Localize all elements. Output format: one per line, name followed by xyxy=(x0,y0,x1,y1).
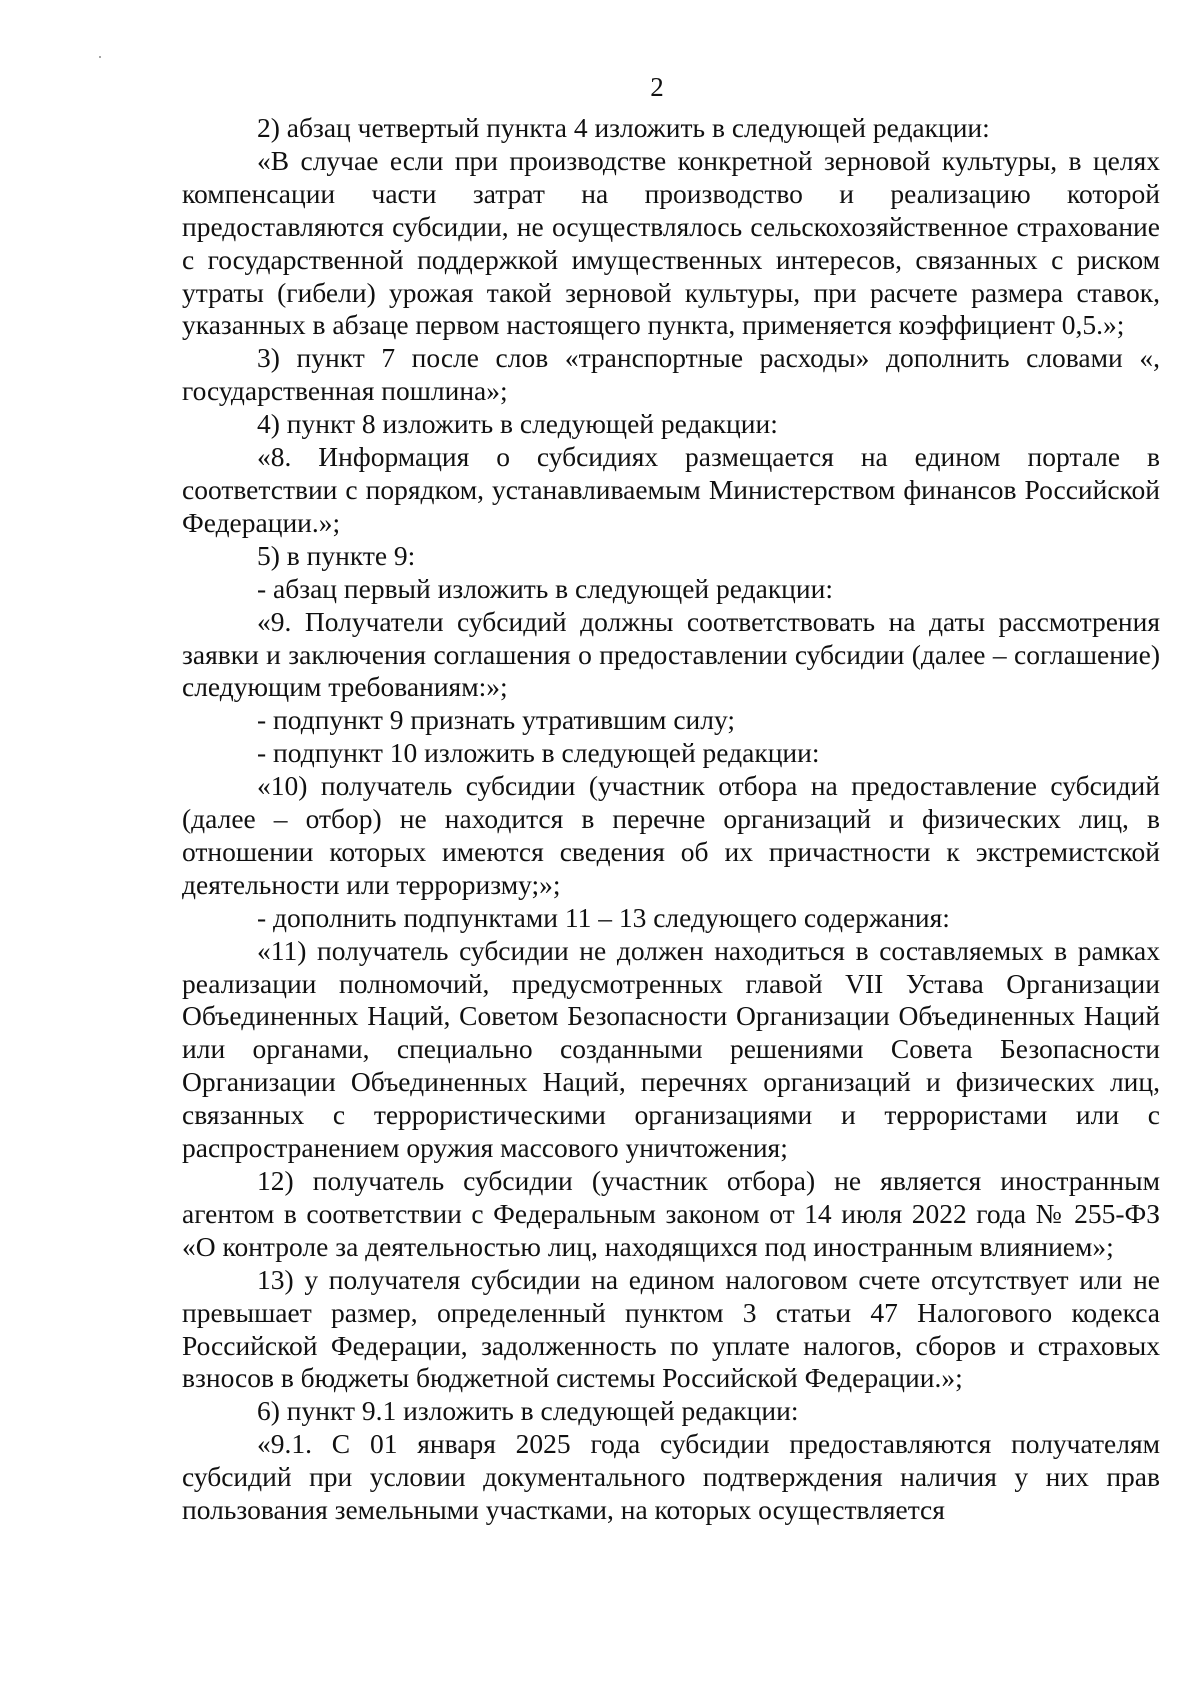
paragraph-item-2: 2) абзац четвертый пункта 4 изложить в следующей редакции: xyxy=(257,112,990,143)
paragraph-item-3: 3) пункт 7 после слов «транспортные расходы» дополнить словами «, государственная пошлина»; xyxy=(182,342,1160,407)
paragraph-subitem-9-void: - подпункт 9 признать утратившим силу; xyxy=(257,704,736,736)
paragraph-quote-subitem-10: «10) получатель субсидии (участник отбора на предоставление субсидий (далее – отбор) не находится в перечне организаций и физических лиц, в отношении которых имеются сведения об их причастности к экстремистской деятельности или терроризму;»; xyxy=(182,770,1160,900)
paragraph-item-4: 4) пункт 8 изложить в следующей редакции: xyxy=(257,408,778,440)
paragraph-add-subitems: - дополнить подпунктами 11 – 13 следующего содержания: xyxy=(257,901,950,933)
paragraph-quote-item-9-1: «9.1. С 01 января 2025 года субсидии предоставляются получателям субсидий при условии документального подтверждения наличия у них прав пользования земельными участками, на которых осуществляется xyxy=(182,1428,1160,1526)
paragraph-subitem-10: - подпункт 10 изложить в следующей редакции: xyxy=(257,737,820,769)
document-body xyxy=(182,112,1160,1527)
paragraph-item-5-first-abzac: - абзац первый изложить в следующей редакции: xyxy=(257,572,833,604)
paragraph-quote-subitem-11: «11) получатель субсидии не должен находиться в составляемых в рамках реализации полномочий, предусмотренных главой VII Устава Организации Объединенных Наций, Советом Безопасности Организации Объединенных Наций или органами, специально созданными решениями Совета Безопасности Организации Объединенных Наций, перечнях организаций и физических лиц, связанных с террористическими организациями и террористами или с распространением оружия массового уничтожения; xyxy=(182,934,1160,1164)
page-number: 2 xyxy=(650,72,664,102)
paragraph-quote-item-8: «8. Информация о субсидиях размещается на едином портале в соответствии с порядком, устанавливаемым Министерством финансов Российской Федерации.»; xyxy=(182,441,1160,538)
paragraph-item-5: 5) в пункте 9: xyxy=(257,539,416,571)
paragraph-subitem-13: 13) у получателя субсидии на едином налоговом счете отсутствует или не превышает размер, определенный пунктом 3 статьи 47 Налогового кодекса Российской Федерации, задолженность по уплате налогов, сборов и страховых взносов в бюджеты бюджетной системы Российской Федерации.»; xyxy=(182,1263,1160,1394)
paragraph-item-6: 6) пункт 9.1 изложить в следующей редакции: xyxy=(257,1395,799,1427)
paragraph-quote-item-4: «В случае если при производстве конкретной зерновой культуры, в целях компенсации части затрат на производство и реализацию которой предоставляются субсидии, не осуществлялось сельскохозяйственное страхование с государственной поддержкой имущественных интересов, связанных с риском утраты (гибели) урожая такой зерновой культуры, при расчете размера ставок, указанных в абзаце первом настоящего пункта, применяется коэффициент 0,5.»; xyxy=(182,144,1160,341)
paragraph-quote-item-9: «9. Получатели субсидий должны соответствовать на даты рассмотрения заявки и заключения соглашения о предоставлении субсидии (далее – соглашение) следующим требованиям:»; xyxy=(182,605,1160,703)
paragraph-subitem-12: 12) получатель субсидии (участник отбора) не является иностранным агентом в соответствии с Федеральным законом от 14 июля 2022 года № 255-ФЗ «О контроле за деятельностью лиц, находящихся под иностранным влиянием»; xyxy=(182,1165,1160,1262)
scan-speck xyxy=(99,56,101,58)
